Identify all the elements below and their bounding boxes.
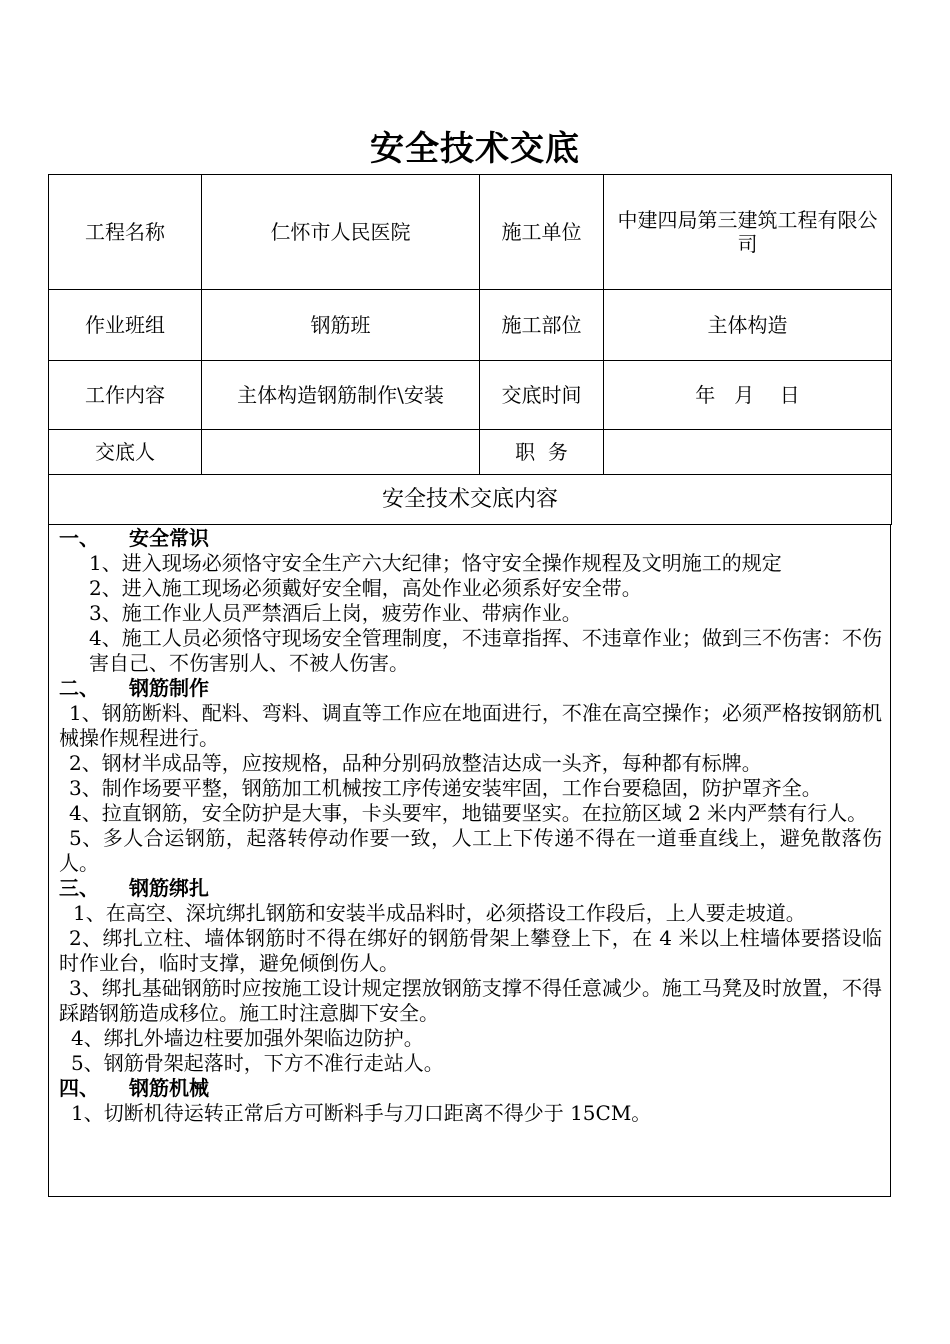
section-title: 钢筋绑扎 (129, 876, 209, 900)
list-item: 1、在高空、深坑绑扎钢筋和安装半成品料时，必须搭设工作段后，上人要走坡道。 (73, 901, 806, 925)
location-value: 主体构造 (604, 290, 892, 361)
section-heading (59, 876, 882, 901)
list-item: 5、钢筋骨架起落时，下方不准行走站人。 (71, 1051, 444, 1075)
contractor-label: 施工单位 (480, 175, 604, 290)
briefer-value (202, 430, 480, 475)
project-name-value: 仁怀市人民医院 (202, 175, 480, 290)
list-item: 2、钢材半成品等，应按规格，品种分别码放整洁达成一头齐，每种都有标牌。 (69, 751, 762, 775)
section-heading (59, 526, 882, 551)
section-heading (59, 676, 882, 701)
list-item: 3、施工作业人员严禁酒后上岗，疲劳作业、带病作业。 (89, 601, 582, 625)
section-number: 四、 (59, 1076, 99, 1100)
time-label: 交底时间 (480, 361, 604, 430)
section-title: 钢筋机械 (129, 1076, 209, 1100)
project-name-label: 工程名称 (49, 175, 202, 290)
work-value: 主体构造钢筋制作\安装 (202, 361, 480, 430)
position-value (604, 430, 892, 475)
section-number: 三、 (59, 876, 99, 900)
header-table (48, 174, 892, 525)
content-heading: 安全技术交底内容 (49, 475, 892, 525)
list-item: 4、绑扎外墙边柱要加强外架临边防护。 (71, 1026, 424, 1050)
location-label: 施工部位 (480, 290, 604, 361)
list-item: 1、切断机待运转正常后方可断料手与刀口距离不得少于 15CM。 (71, 1101, 652, 1125)
content-body (48, 524, 891, 1197)
contractor-value: 中建四局第三建筑工程有限公司 (604, 175, 892, 290)
position-label: 职 务 (480, 430, 604, 475)
work-label: 工作内容 (49, 361, 202, 430)
list-item: 5、多人合运钢筋，起落转停动作要一致，人工上下传递不得在一道垂直线上，避免散落伤人。 (59, 826, 882, 875)
section-number: 二、 (59, 676, 99, 700)
list-item: 4、拉直钢筋，安全防护是大事，卡头要牢，地锚要坚实。在拉筋区域 2 米内严禁有行人。 (69, 801, 868, 825)
list-item: 1、进入现场必须恪守安全生产六大纪律；恪守安全操作规程及文明施工的规定 (89, 551, 782, 575)
section-heading (59, 1076, 882, 1101)
list-item: 2、绑扎立柱、墙体钢筋时不得在绑好的钢筋骨架上攀登上下，在 4 米以上柱墙体要搭设临时作业台，临时支撑，避免倾倒伤人。 (59, 926, 882, 975)
team-value: 钢筋班 (202, 290, 480, 361)
section-title: 安全常识 (129, 526, 209, 550)
team-label: 作业班组 (49, 290, 202, 361)
list-item: 3、绑扎基础钢筋时应按施工设计规定摆放钢筋支撑不得任意减少。施工马凳及时放置，不得踩踏钢筋造成移位。施工时注意脚下安全。 (59, 976, 882, 1025)
section-number: 一、 (59, 526, 99, 550)
list-item: 3、制作场要平整，钢筋加工机械按工序传递安装牢固，工作台要稳固，防护罩齐全。 (69, 776, 822, 800)
list-item: 1、钢筋断料、配料、弯料、调直等工作应在地面进行，不准在高空操作；必须严格按钢筋机械操作规程进行。 (59, 701, 882, 750)
section-title: 钢筋制作 (129, 676, 209, 700)
briefer-label: 交底人 (49, 430, 202, 475)
time-value: 年 月 日 (604, 361, 892, 430)
list-item: 4、施工人员必须恪守现场安全管理制度，不违章指挥、不违章作业；做到三不伤害：不伤害自己、不伤害别人、不被人伤害。 (89, 626, 882, 675)
document-title: 安全技术交底 (370, 129, 580, 169)
list-item: 2、进入施工现场必须戴好安全帽，高处作业必须系好安全带。 (89, 576, 642, 600)
